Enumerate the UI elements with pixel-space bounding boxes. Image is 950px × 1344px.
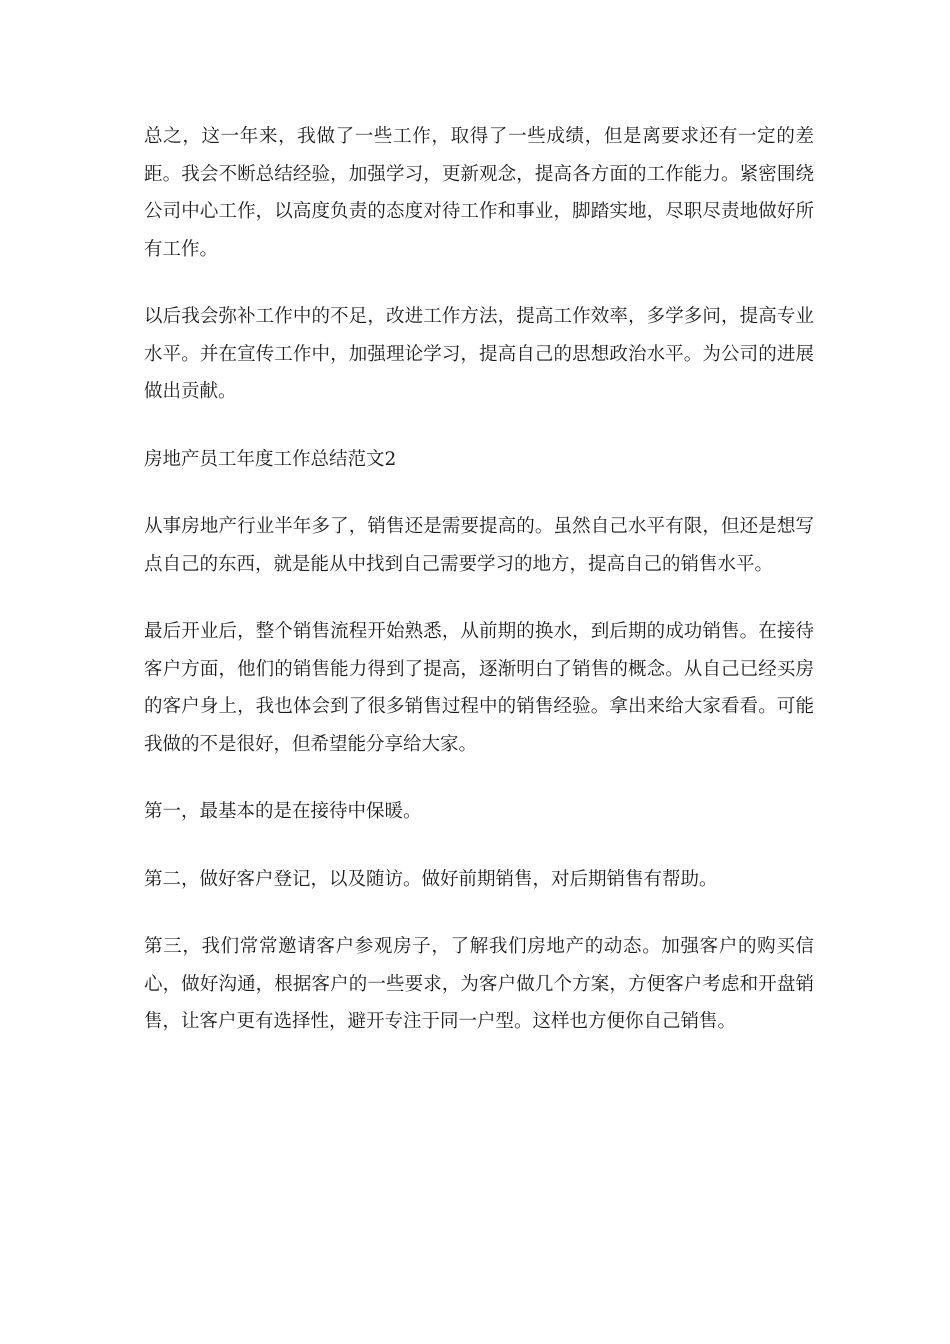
paragraph-summary: 总之，这一年来，我做了一些工作，取得了一些成绩，但是离要求还有一定的差距。我会不断总结经验，加强学习，更新观念，提高各方面的工作能力。紧密围绕公司中心工作，以高度负责的态度对待工作和事业，脚踏实地，尽职尽责地做好所有工作。 xyxy=(144,126,814,260)
paragraph-point-3: 第三，我们常常邀请客户参观房子，了解我们房地产的动态。加强客户的购买信心，做好沟通，根据客户的一些要求，为客户做几个方案，方便客户考虑和开盘销售，让客户更有选择性，避开专注于同一户型。这样也方便你自己销售。 xyxy=(144,936,814,1032)
paragraph-experience: 最后开业后，整个销售流程开始熟悉，从前期的换水，到后期的成功销售。在接待客户方面，他们的销售能力得到了提高，逐渐明白了销售的概念。从自己已经买房的客户身上，我也体会到了很多销售过程中的销售经验。拿出来给大家看看。可能我做的不是很好，但希望能分享给大家。 xyxy=(144,621,814,755)
document-body xyxy=(144,118,814,1071)
section-heading: 房地产员工年度工作总结范文2 xyxy=(144,448,397,470)
paragraph-point-1: 第一，最基本的是在接待中保暖。 xyxy=(144,801,422,822)
paragraph-future-plan: 以后我会弥补工作中的不足，改进工作方法，提高工作效率，多学多问，提高专业水平。并在宣传工作中，加强理论学习，提高自己的思想政治水平。为公司的进展做出贡献。 xyxy=(144,306,814,402)
paragraph-intro: 从事房地产行业半年多了，销售还是需要提高的。虽然自己水平有限，但还是想写点自己的东西，就是能从中找到自己需要学习的地方，提高自己的销售水平。 xyxy=(144,516,814,575)
paragraph-point-2: 第二，做好客户登记，以及随访。做好前期销售，对后期销售有帮助。 xyxy=(144,868,718,890)
